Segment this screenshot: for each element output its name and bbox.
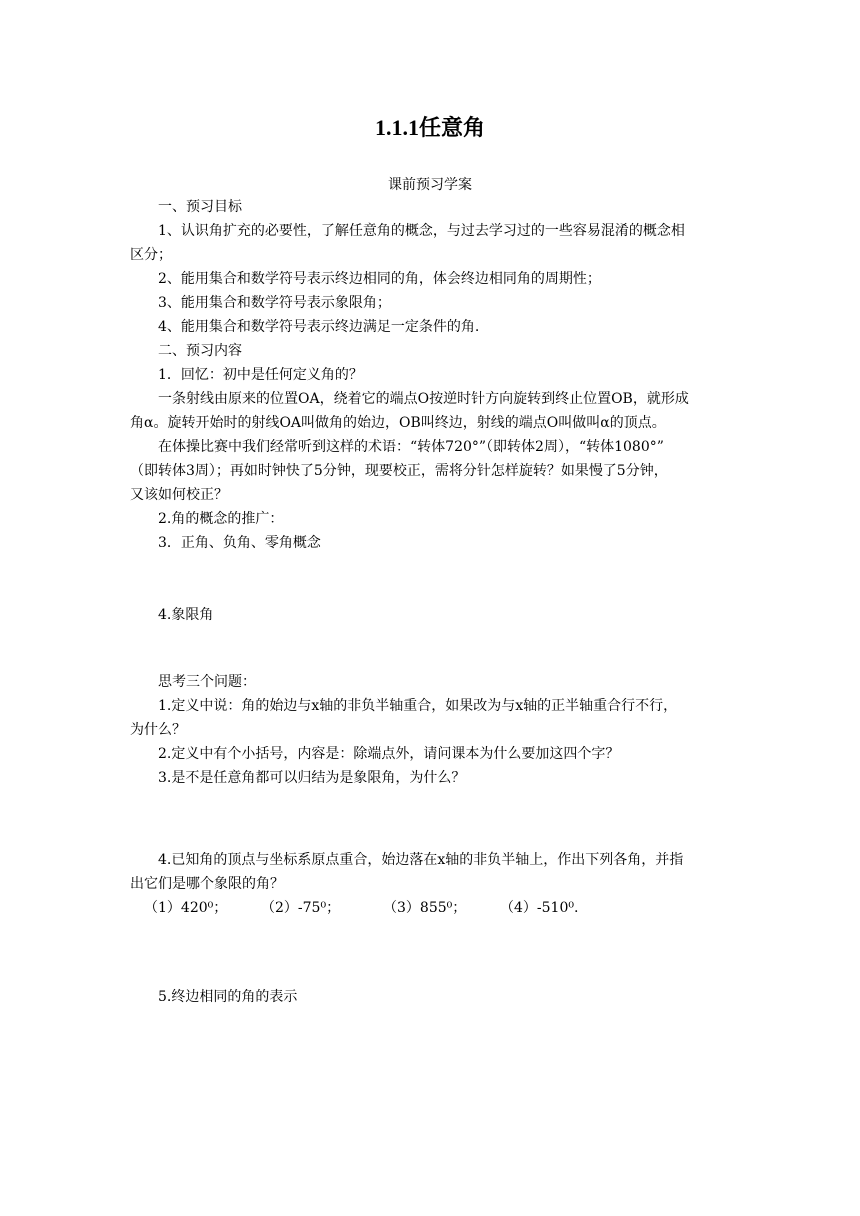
question-1: 1．回忆：初中是任何定义角的？	[158, 367, 363, 383]
gymnastics-line-1: 在体操比赛中我们经常听到这样的术语：“转体720°”（即转体2周），“转体1080°”	[158, 439, 664, 455]
question-2: 2.角的概念的推广：	[158, 511, 284, 527]
preview-goals-section	[130, 195, 730, 555]
question-4: 4.象限角	[158, 607, 214, 623]
section-heading-content: 二、预习内容	[158, 343, 242, 359]
exercise-4-line-2: 出它们是哪个象限的角？	[130, 876, 284, 892]
exercise-4-line-1: 4.已知角的顶点与坐标系原点重合，始边落在x轴的非负半轴上，作出下列各角，并指	[158, 852, 684, 868]
exercise-section	[130, 848, 730, 920]
section-heading-goals: 一、预习目标	[158, 199, 242, 215]
angle-item: （1）420⁰；	[144, 900, 228, 916]
thinking-problem-3: 3.是不是任意角都可以归结为是象限角，为什么？	[158, 770, 466, 786]
goal-1-line-1: 1、认识角扩充的必要性，了解任意角的概念，与过去学习过的一些容易混淆的概念相	[158, 223, 685, 239]
definition-line-2: 角α。旋转开始时的射线OA叫做角的始边，OB叫终边，射线的端点O叫做叫α的顶点。	[130, 415, 666, 431]
document-title: 1.1.1任意角	[374, 115, 485, 140]
definition-line-1: 一条射线由原来的位置OA，绕着它的端点O按逆时针方向旋转到终止位置OB，就形成	[158, 391, 689, 407]
thinking-problem-2: 2.定义中有个小括号，内容是：除端点外，请问课本为什么要加这四个字？	[158, 746, 620, 762]
gymnastics-line-3: 又该如何校正？	[130, 487, 228, 503]
angle-item: （3）855⁰；	[383, 900, 467, 916]
angle-item: （2）-75⁰；	[261, 900, 341, 916]
quadrant-angle-heading-block	[130, 603, 730, 627]
thinking-problem-1-line-1: 1.定义中说：角的始边与x轴的非负半轴重合，如果改为与x轴的正半轴重合行不行，	[158, 698, 678, 714]
angle-item: （4）-510⁰.	[500, 900, 579, 916]
coterminal-section	[130, 985, 730, 1009]
thinking-section	[130, 670, 730, 790]
goal-2: 2、能用集合和数学符号表示终边相同的角，体会终边相同角的周期性；	[158, 271, 601, 287]
goal-1-line-2: 区分；	[130, 247, 172, 263]
thinking-heading: 思考三个问题：	[158, 674, 256, 690]
exercise-5: 5.终边相同的角的表示	[158, 989, 298, 1005]
gymnastics-line-2: （即转体3周）；再如时钟快了5分钟，现要校正，需将分针怎样旋转？如果慢了5分钟，	[130, 463, 668, 479]
goal-3: 3、能用集合和数学符号表示象限角；	[158, 295, 391, 311]
question-3: 3．正角、负角、零角概念	[158, 535, 321, 551]
thinking-problem-1-line-2: 为什么？	[130, 722, 186, 738]
goal-4: 4、能用集合和数学符号表示终边满足一定条件的角.	[158, 319, 480, 335]
angle-list	[130, 896, 730, 920]
document-subtitle: 课前预习学案	[388, 177, 472, 193]
